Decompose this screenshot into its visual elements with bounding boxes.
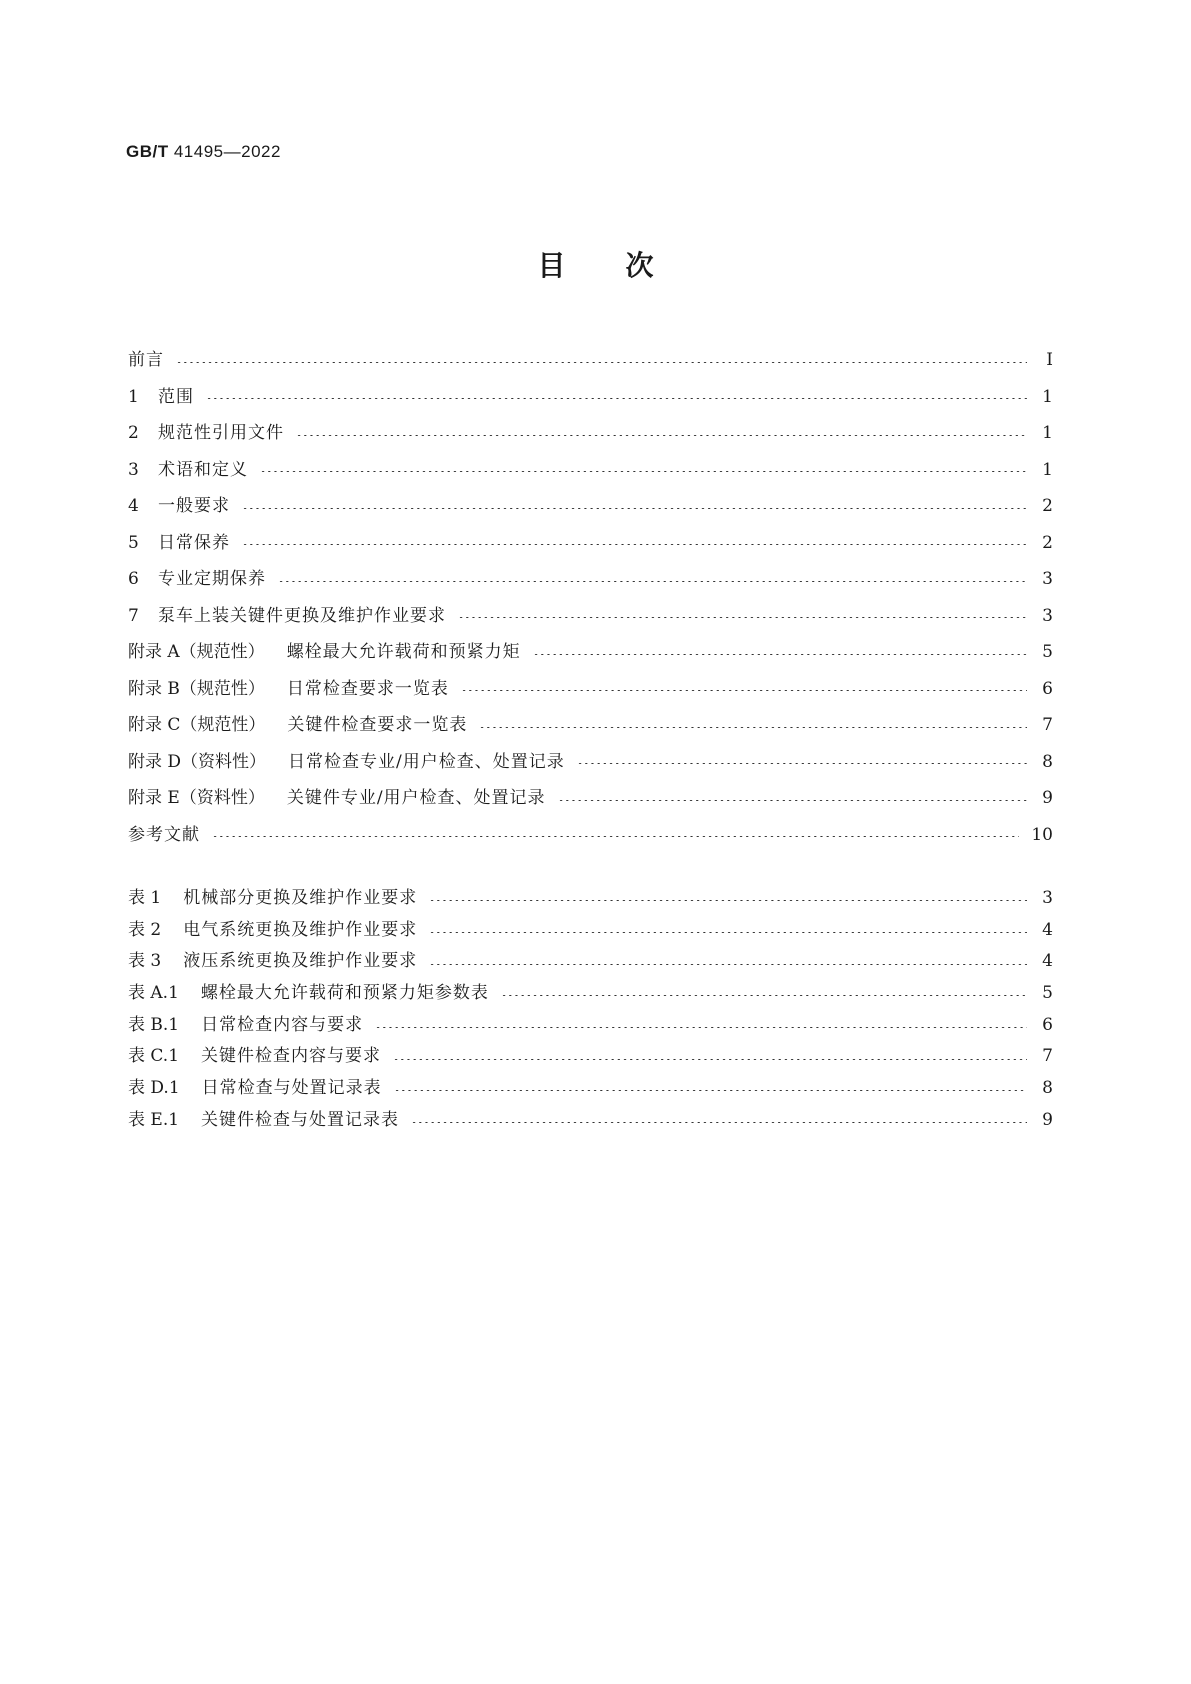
toc-page: 3 [1042,605,1053,626]
dot-leader [393,1059,1027,1060]
toc-item-7[interactable] [128,598,1053,635]
dot-leader [461,690,1027,691]
dot-leader [176,362,1027,363]
dot-leader [212,836,1019,837]
toc-item-3[interactable] [128,452,1053,489]
table-page: 8 [1042,1078,1053,1099]
table-item-c1[interactable] [128,1041,1053,1073]
toc-item-5[interactable] [128,525,1053,562]
toc-item-annex-b[interactable] [128,671,1053,708]
table-item-2[interactable] [128,915,1053,947]
dot-leader [411,1122,1027,1123]
toc-page: 8 [1042,751,1053,772]
toc-label: 螺栓最大允许载荷和预紧力矩 [286,642,521,662]
toc-label: 前言 [128,350,164,370]
table-prefix: 表 C.1 [128,1046,180,1067]
dot-leader [278,581,1027,582]
table-item-b1[interactable] [128,1010,1053,1042]
toc-label: 关键件检查要求一览表 [287,715,468,735]
table-label: 日常检查内容与要求 [201,1014,364,1035]
dot-leader [296,435,1027,436]
dot-leader [577,763,1027,764]
standard-code [126,142,281,162]
toc-label: 规范性引用文件 [158,423,284,443]
standard-code-prefix: GB/T [126,142,169,161]
toc-prefix: 附录 E（资料性） [128,788,265,808]
dot-leader [458,617,1027,618]
table-item-3[interactable] [128,946,1053,978]
table-prefix: 表 1 [128,888,162,908]
toc-num: 3 [128,459,139,480]
toc-page: 9 [1042,788,1053,808]
standard-code-number: 41495—2022 [173,142,281,161]
toc-label: 关键件专业/用户检查、处置记录 [286,788,546,808]
toc-page: Ⅰ [1046,350,1053,370]
dot-leader [260,471,1027,472]
toc-page: 7 [1042,715,1053,735]
toc-label: 术语和定义 [158,459,248,480]
dot-leader [429,900,1027,901]
toc-item-6[interactable] [128,561,1053,598]
table-label: 电气系统更换及维护作业要求 [183,919,418,940]
toc-list [128,342,1053,853]
table-page: 5 [1042,983,1053,1004]
toc-item-4[interactable] [128,488,1053,525]
toc-item-bibliography[interactable] [128,817,1053,854]
toc-prefix: 附录 C（规范性） [128,715,266,735]
toc-prefix: 附录 B（规范性） [128,678,265,699]
page-title: 目次 [537,249,714,282]
toc-page: 2 [1042,496,1053,516]
toc-item-1[interactable] [128,379,1053,416]
dot-leader [429,964,1027,965]
toc-label: 日常保养 [158,532,230,553]
table-prefix: 表 E.1 [128,1109,180,1130]
toc-item-annex-a[interactable] [128,634,1053,671]
toc-page: 5 [1042,642,1053,662]
toc-item-annex-d[interactable] [128,744,1053,781]
toc-item-foreword[interactable] [128,342,1053,379]
dot-leader [375,1027,1027,1028]
toc-item-annex-c[interactable] [128,707,1053,744]
table-label: 关键件检查内容与要求 [201,1046,382,1067]
dot-leader [558,800,1027,801]
dot-leader [242,544,1027,545]
toc-prefix: 附录 A（规范性） [128,642,265,662]
toc-item-2[interactable] [128,415,1053,452]
table-page: 3 [1042,888,1053,908]
toc-item-annex-e[interactable] [128,780,1053,817]
table-prefix: 表 D.1 [128,1078,180,1099]
dot-leader [479,727,1027,728]
table-item-a1[interactable] [128,978,1053,1010]
dot-leader [206,398,1027,399]
toc-num: 4 [128,496,139,516]
toc-num: 1 [128,386,139,407]
table-prefix: 表 3 [128,951,162,972]
dot-leader [501,995,1027,996]
table-label: 关键件检查与处置记录表 [201,1109,400,1130]
table-item-e1[interactable] [128,1105,1053,1137]
toc-page: 3 [1042,569,1053,589]
table-label: 机械部分更换及维护作业要求 [183,888,418,908]
toc-label: 范围 [158,386,194,407]
table-page: 9 [1042,1109,1053,1130]
table-label: 螺栓最大允许载荷和预紧力矩参数表 [200,983,489,1004]
toc-page: 10 [1031,824,1053,845]
table-prefix: 表 A.1 [128,983,179,1004]
toc-page: 1 [1042,423,1053,443]
toc-page: 1 [1042,386,1053,407]
toc-label: 专业定期保养 [158,569,266,589]
toc-num: 5 [128,532,139,553]
toc-label: 泵车上装关键件更换及维护作业要求 [158,605,446,626]
toc-label: 一般要求 [158,496,230,516]
toc-label: 日常检查要求一览表 [286,678,449,699]
toc-label: 参考文献 [128,824,200,845]
dot-leader [394,1090,1027,1091]
toc-page: 1 [1042,459,1053,480]
table-page: 4 [1042,919,1053,940]
table-prefix: 表 B.1 [128,1014,180,1035]
table-item-1[interactable] [128,883,1053,915]
table-list [128,883,1053,1137]
table-label: 液压系统更换及维护作业要求 [183,951,418,972]
table-item-d1[interactable] [128,1073,1053,1105]
dot-leader [429,932,1027,933]
toc-prefix: 附录 D（资料性） [128,751,267,772]
table-page: 6 [1042,1014,1053,1035]
toc-num: 6 [128,569,139,589]
toc-num: 2 [128,423,139,443]
toc-page: 2 [1042,532,1053,553]
toc-num: 7 [128,605,139,626]
table-page: 7 [1042,1046,1053,1067]
dot-leader [242,508,1027,509]
toc-label: 日常检查专业/用户检查、处置记录 [288,751,565,772]
toc-page: 6 [1042,678,1053,699]
table-prefix: 表 2 [128,919,162,940]
table-label: 日常检查与处置记录表 [201,1078,382,1099]
dot-leader [533,654,1027,655]
table-page: 4 [1042,951,1053,972]
